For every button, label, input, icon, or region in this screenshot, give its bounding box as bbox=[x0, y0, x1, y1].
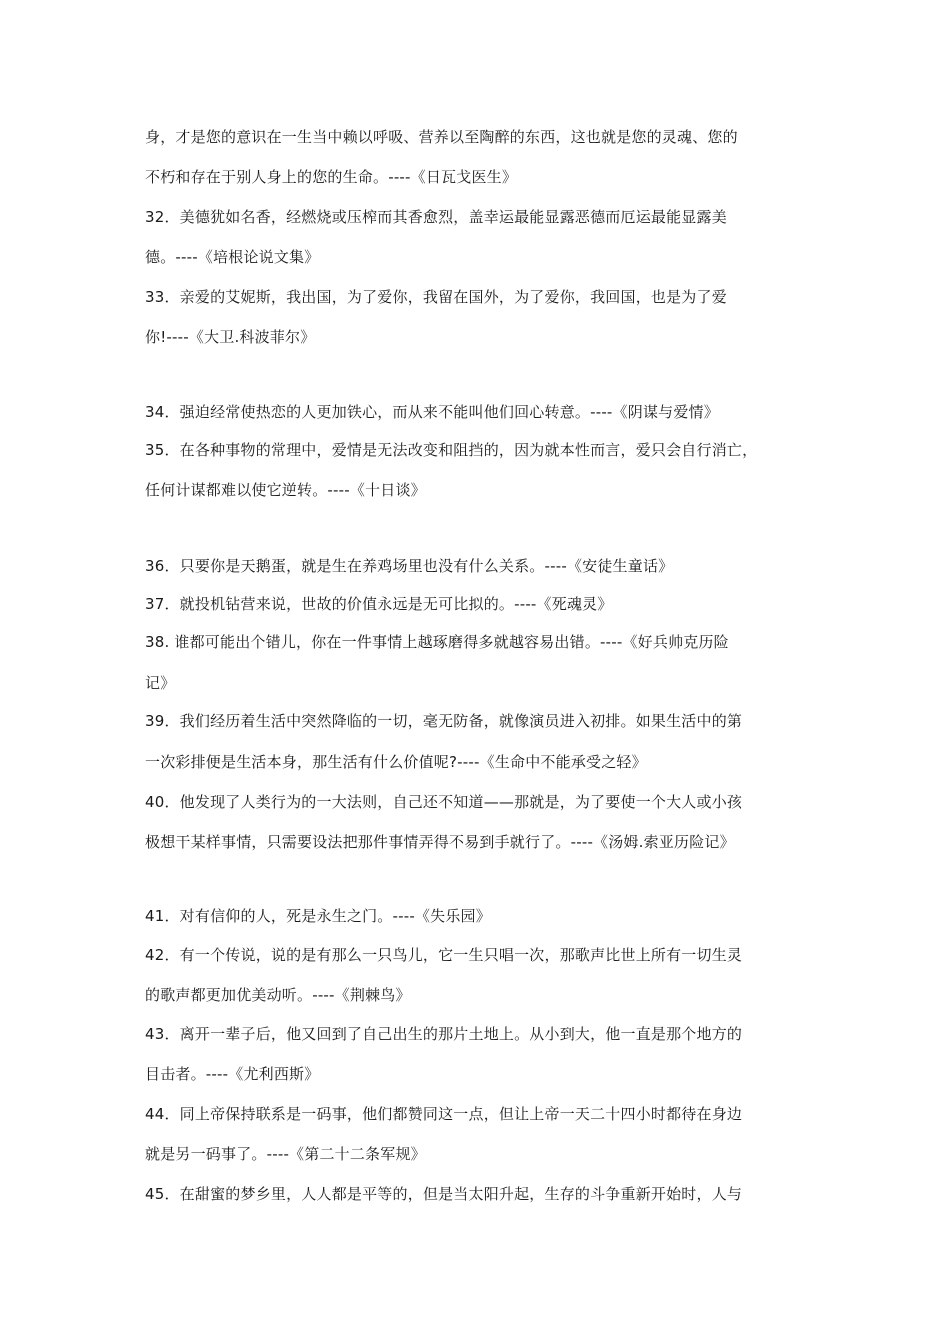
text-line: 34．强迫经常使热恋的人更加铁心，而从来不能叫他们回心转意。----《阴谋与爱情》 bbox=[145, 403, 719, 421]
text-line: 不朽和存在于别人身上的您的生命。----《日瓦戈医生》 bbox=[145, 168, 518, 186]
text-line: 就是另一码事了。----《第二十二条军规》 bbox=[145, 1145, 426, 1163]
text-line: 目击者。----《尤利西斯》 bbox=[145, 1065, 320, 1083]
text-line: 33．亲爱的艾妮斯，我出国，为了爱你，我留在国外，为了爱你，我回国，也是为了爱 bbox=[145, 288, 727, 306]
text-line: 一次彩排便是生活本身，那生活有什么价值呢?----《生命中不能承受之轻》 bbox=[145, 753, 647, 771]
text-line: 任何计谋都难以使它逆转。----《十日谈》 bbox=[145, 481, 426, 499]
text-line: 的歌声都更加优美动听。----《荆棘鸟》 bbox=[145, 986, 411, 1004]
text-line: 42．有一个传说，说的是有那么一只鸟儿，它一生只唱一次，那歌声比世上所有一切生灵 bbox=[145, 946, 743, 964]
text-line: 45．在甜蜜的梦乡里，人人都是平等的，但是当太阳升起，生存的斗争重新开始时，人与 bbox=[145, 1185, 743, 1203]
text-line: 极想干某样事情，只需要设法把那件事情弄得不易到手就行了。----《汤姆.索亚历险记》 bbox=[145, 833, 735, 851]
text-line: 38. 谁都可能出个错儿，你在一件事情上越琢磨得多就越容易出错。----《好兵帅克历险 bbox=[145, 633, 729, 651]
text-line: 36．只要你是天鹅蛋，就是生在养鸡场里也没有什么关系。----《安徒生童话》 bbox=[145, 557, 674, 575]
text-line: 39．我们经历着生活中突然降临的一切，毫无防备，就像演员进入初排。如果生活中的第 bbox=[145, 712, 743, 730]
text-line: 40．他发现了人类行为的一大法则，自己还不知道——那就是，为了要使一个大人或小孩 bbox=[145, 793, 743, 811]
text-line: 你!----《大卫.科波菲尔》 bbox=[145, 328, 316, 346]
text-line: 身，才是您的意识在一生当中赖以呼吸、营养以至陶醉的东西，这也就是您的灵魂、您的 bbox=[145, 128, 738, 146]
text-line: 35．在各种事物的常理中，爱情是无法改变和阻挡的，因为就本性而言，爱只会自行消亡， bbox=[145, 441, 758, 459]
text-line: 德。----《培根论说文集》 bbox=[145, 248, 320, 266]
text-line: 44．同上帝保持联系是一码事，他们都赞同这一点，但让上帝一天二十四小时都待在身边 bbox=[145, 1105, 743, 1123]
text-line: 37．就投机钻营来说，世故的价值永远是无可比拟的。----《死魂灵》 bbox=[145, 595, 613, 613]
text-line: 记》 bbox=[145, 674, 176, 692]
text-line: 41．对有信仰的人，死是永生之门。----《失乐园》 bbox=[145, 907, 491, 925]
text-line: 43．离开一辈子后，他又回到了自己出生的那片土地上。从小到大，他一直是那个地方的 bbox=[145, 1025, 743, 1043]
text-line: 32．美德犹如名香，经燃烧或压榨而其香愈烈，盖幸运最能显露恶德而厄运最能显露美 bbox=[145, 208, 727, 226]
